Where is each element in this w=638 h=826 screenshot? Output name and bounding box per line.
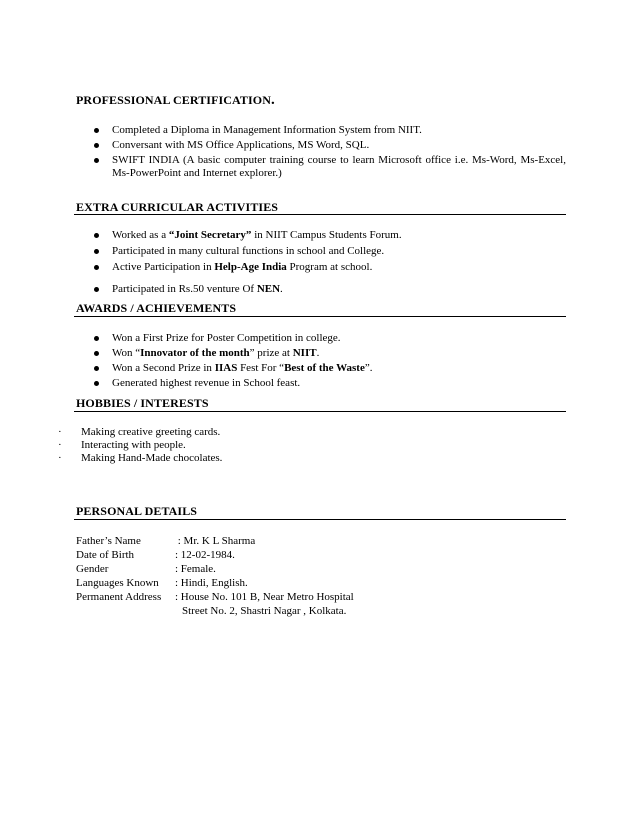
item-bold: Best of the Waste bbox=[284, 362, 365, 374]
bullet-dot: · bbox=[58, 439, 62, 451]
item-text: Won a First Prize for Poster Competition in college. bbox=[112, 332, 341, 344]
detail-value: : Hindi, English. bbox=[175, 577, 248, 589]
item-bold: NEN bbox=[256, 283, 281, 295]
item-text: Participated in Rs.50 venture Of bbox=[112, 283, 257, 295]
detail-label: Gender bbox=[76, 563, 109, 575]
hobbies-list bbox=[58, 426, 222, 465]
bullet-dot: · bbox=[58, 452, 62, 464]
item-text: ”. bbox=[364, 362, 373, 374]
item-text: Worked as a bbox=[112, 229, 169, 241]
detail-label: Father’s Name bbox=[76, 535, 141, 547]
awards-rule bbox=[74, 316, 566, 317]
hobbies-rule bbox=[74, 411, 566, 412]
detail-row bbox=[76, 563, 354, 577]
list-item bbox=[91, 377, 566, 390]
hobby-item: Interacting with people. bbox=[81, 439, 186, 451]
list-item bbox=[91, 283, 566, 296]
detail-row bbox=[76, 577, 354, 591]
certification-list bbox=[91, 124, 566, 180]
certification-item: Completed a Diploma in Management Information System from NIIT. bbox=[112, 124, 422, 136]
awards-list bbox=[91, 332, 566, 390]
list-item bbox=[91, 139, 566, 152]
list-item bbox=[91, 154, 566, 180]
bullet-dot: · bbox=[58, 426, 62, 438]
item-text: Won “ bbox=[112, 347, 141, 359]
list-item bbox=[91, 347, 566, 360]
item-text: Active Participation in bbox=[112, 261, 215, 273]
personal-heading: PERSONAL DETAILS bbox=[76, 504, 198, 518]
item-text: Participated in many cultural functions in school and College. bbox=[112, 245, 385, 257]
item-text: . bbox=[280, 283, 283, 295]
item-bold: NIIT bbox=[292, 347, 317, 359]
detail-value: : Female. bbox=[175, 563, 216, 575]
detail-value: Street No. 2, Shastri Nagar , Kolkata. bbox=[182, 605, 347, 617]
detail-value: : 12-02-1984. bbox=[175, 549, 235, 561]
personal-details bbox=[76, 535, 354, 619]
item-text: Generated highest revenue in School feast. bbox=[112, 377, 301, 389]
detail-label: Date of Birth bbox=[76, 549, 135, 561]
detail-row bbox=[76, 549, 354, 563]
list-item bbox=[91, 124, 566, 137]
list-item bbox=[58, 452, 222, 465]
item-text: . bbox=[316, 347, 320, 359]
extracurricular-heading: EXTRA CURRICULAR ACTIVITIES bbox=[76, 200, 279, 214]
detail-label: Permanent Address bbox=[76, 591, 162, 603]
list-item bbox=[58, 439, 222, 452]
item-bold: “Joint Secretary” bbox=[168, 229, 252, 241]
detail-value: : Mr. K L Sharma bbox=[175, 535, 256, 547]
certification-heading-text: PROFESSIONAL CERTIFICATION bbox=[76, 93, 271, 107]
certification-item: SWIFT INDIA (A basic computer training course to learn Microsoft office i.e. Ms-Word, Ms-Excel, Ms-PowerPoint and Internet explorer.) bbox=[112, 154, 566, 179]
item-bold: IIAS bbox=[214, 362, 238, 374]
item-text: in NIIT Campus Students Forum. bbox=[251, 229, 402, 241]
list-item bbox=[91, 261, 566, 274]
extracurricular-list bbox=[91, 229, 566, 296]
certification-heading bbox=[76, 94, 275, 107]
address-continuation bbox=[76, 605, 354, 619]
list-item bbox=[91, 245, 566, 258]
item-bold: Innovator of the month bbox=[140, 347, 250, 359]
hobbies-heading: HOBBIES / INTERESTS bbox=[76, 396, 209, 410]
item-text: Program at school. bbox=[286, 261, 373, 273]
item-text: Won a Second Prize in bbox=[112, 362, 215, 374]
certification-item: Conversant with MS Office Applications, MS Word, SQL. bbox=[112, 139, 370, 151]
item-text: Fest For “ bbox=[237, 362, 285, 374]
certification-heading-dot: . bbox=[271, 92, 275, 108]
list-item bbox=[91, 332, 566, 345]
list-item bbox=[91, 229, 566, 242]
hobby-item: Making Hand-Made chocolates. bbox=[81, 452, 223, 464]
item-text: ” prize at bbox=[249, 347, 293, 359]
awards-heading: AWARDS / ACHIEVEMENTS bbox=[76, 301, 237, 315]
personal-rule bbox=[74, 519, 566, 520]
list-item bbox=[58, 426, 222, 439]
detail-row bbox=[76, 535, 354, 549]
item-bold: Help-Age India bbox=[214, 261, 287, 273]
detail-label: Languages Known bbox=[76, 577, 159, 589]
detail-row bbox=[76, 591, 354, 605]
hobby-item: Making creative greeting cards. bbox=[81, 426, 221, 438]
list-item bbox=[91, 362, 566, 375]
extracurricular-rule bbox=[74, 214, 566, 215]
detail-value: : House No. 101 B, Near Metro Hospital bbox=[175, 591, 354, 603]
